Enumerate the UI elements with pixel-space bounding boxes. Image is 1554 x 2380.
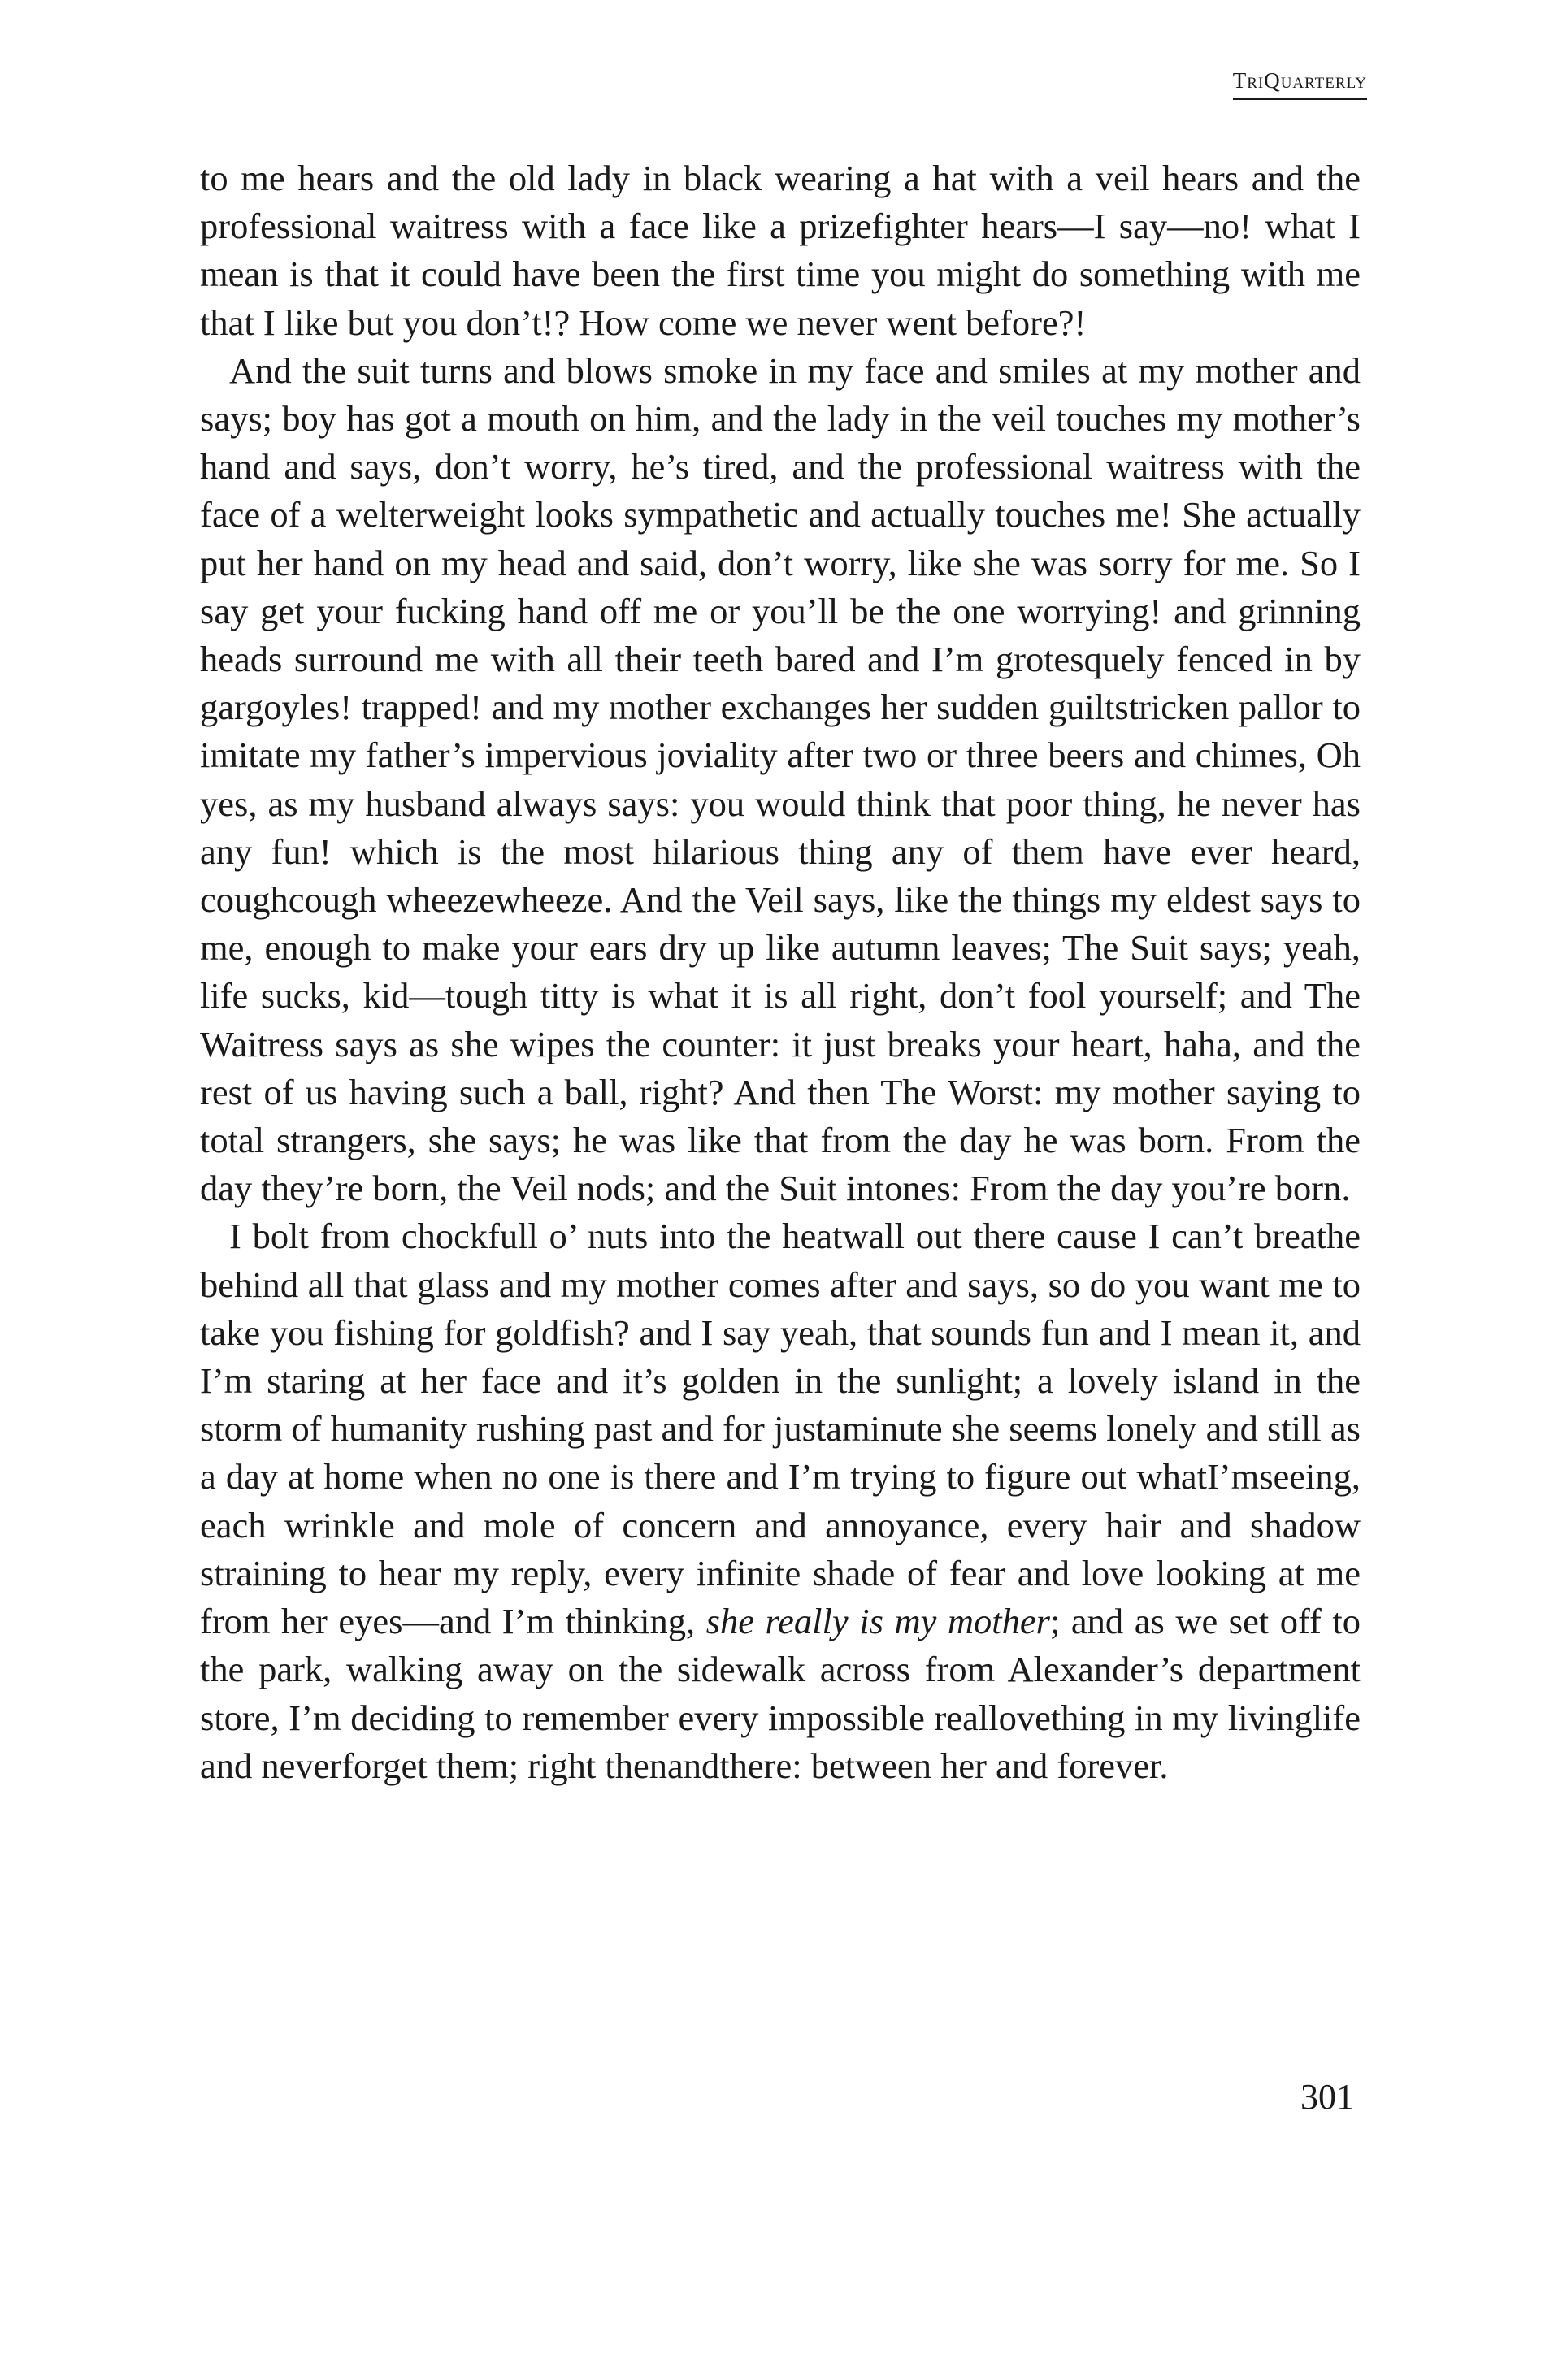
paragraph-1: to me hears and the old lady in black wearing a hat with a veil hears and the professional waitress with a face like a prizefighter hears—I say—no! what I mean is that it could have been the first time you might do something with me that I like but you don’t!? How come we never went before?!	[200, 158, 1361, 343]
paragraph-3	[200, 1212, 1361, 1789]
paragraph-3-italic: she really is my mother	[705, 1601, 1050, 1642]
paragraph-2: And the suit turns and blows smoke in my face and smiles at my mother and says; boy has got a mouth on him, and the lady in the veil touches my mother’s hand and says, don’t worry, he’s tired, and the professional waitress with the face of a welterweight looks sympathetic and actually touches me! She actually put her hand on my head and said, don’t worry, like she was sorry for me. So I say get your fucking hand off me or you’ll be the one worrying! and grinning heads surround me with all their teeth bared and I’m grotesquely fenced in by gargoyles! trapped! and my mother exchanges her sudden guiltstricken pallor to imitate my father’s impervious joviality after two or three beers and chimes, Oh yes, as my husband always says: you would think that poor thing, he never has any fun! which is the most hilarious thing any of them have ever heard, coughcough wheezewheeze. And the Veil says, like the things my eldest says to me, enough to make your ears dry up like autumn leaves; The Suit says; yeah, life sucks, kid—tough titty is what it is all right, don’t fool yourself; and The Waitress says as she wipes the counter: it just breaks your heart, haha, and the rest of us having such a ball, right? And then The Worst: my mother saying to total strangers, she says; he was like that from the day he was born. From the day they’re born, the Veil nods; and the Suit intones: From the day you’re born.	[200, 349, 1361, 1209]
body-text	[200, 154, 1361, 1790]
paragraph-3-text-b: ; and as we set off to the park, walking away on the sidewalk across from Alexander’s department store, I’m deciding to remember every impossible reallovething in my livinglife and neverforget them; right thenandthere: between her and forever.	[200, 1601, 1361, 1786]
page-number: 301	[1300, 2077, 1354, 2117]
paragraph-3-text-a: I bolt from chockfull o’ nuts into the heatwall out there cause I can’t breathe behind all that glass and my mother comes after and says, so do you want me to take you fishing for goldfish? and I say yeah, that sounds fun and I mean it, and I’m staring at her face and it’s golden in the sunlight; a lovely island in the storm of humanity rushing past and for justaminute she seems lonely and still as a day at home when no one is there and I’m trying to figure out whatI’mseeing, each wrinkle and mole of concern and annoyance, every hair and shadow straining to hear my reply, every infinite shade of fear and love looking at me from her eyes—and I’m thinking,	[200, 1216, 1361, 1642]
running-head: TriQuarterly	[1233, 68, 1367, 100]
